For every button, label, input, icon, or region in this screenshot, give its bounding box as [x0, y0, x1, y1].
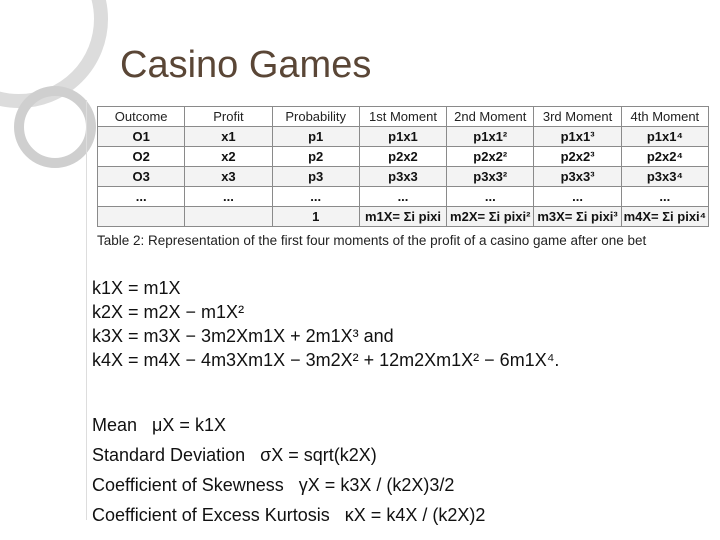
table-cell: ...: [359, 187, 446, 207]
table-cell: 1: [272, 207, 359, 227]
table-cell: p3: [272, 167, 359, 187]
header-4th-moment: 4th Moment: [621, 107, 708, 127]
table-cell: p1: [272, 127, 359, 147]
table-cell: p2x2⁴: [621, 147, 708, 167]
header-probability: Probability: [272, 107, 359, 127]
table-cell: p2x2²: [447, 147, 534, 167]
table-cell: O1: [98, 127, 185, 147]
table-cell: p1x1⁴: [621, 127, 708, 147]
table-row-total: [98, 207, 709, 227]
statistics-list: [92, 410, 485, 530]
table-cell: p3x3³: [534, 167, 621, 187]
table-cell: ...: [98, 187, 185, 207]
stat-skewness: [92, 470, 485, 500]
equation-k3: k3X = m3X − 3m2Xm1X + 2m1X³ and: [92, 326, 394, 346]
table-cell: m4X= Σi pixi⁴: [621, 207, 708, 227]
equation-k2: k2X = m2X − m1X²: [92, 302, 245, 322]
table-cell: ...: [185, 187, 272, 207]
table-cell: p3x3⁴: [621, 167, 708, 187]
stat-formula: γX = k3X / (k2X)3/2: [298, 475, 455, 495]
stat-label: Mean: [92, 415, 138, 435]
table-cell: ...: [447, 187, 534, 207]
stat-mean: [92, 410, 485, 440]
table-row: [98, 127, 709, 147]
stat-formula: μX = k1X: [152, 415, 226, 435]
header-3rd-moment: 3rd Moment: [534, 107, 621, 127]
table-cell: ...: [621, 187, 708, 207]
table-cell: [185, 207, 272, 227]
stat-label: Coefficient of Skewness: [92, 475, 284, 495]
stat-label: Standard Deviation: [92, 445, 246, 465]
table-row: [98, 147, 709, 167]
table-cell: x2: [185, 147, 272, 167]
header-outcome: Outcome: [98, 107, 185, 127]
header-1st-moment: 1st Moment: [359, 107, 446, 127]
table-cell: x3: [185, 167, 272, 187]
table-cell: x1: [185, 127, 272, 147]
table-cell: m3X= Σi pixi³: [534, 207, 621, 227]
table-cell: m2X= Σi pixi²: [447, 207, 534, 227]
equation-k1: k1X = m1X: [92, 278, 181, 298]
table-cell: p1x1²: [447, 127, 534, 147]
decorative-ring-small: [14, 86, 96, 168]
table-header-row: [98, 107, 709, 127]
equation-k4: k4X = m4X − 4m3Xm1X − 3m2X² + 12m2Xm1X² − 6m1X⁴.: [92, 350, 560, 370]
table-cell: p3x3²: [447, 167, 534, 187]
table-row: [98, 187, 709, 207]
divider-line: [86, 100, 87, 520]
header-2nd-moment: 2nd Moment: [447, 107, 534, 127]
stat-label: Coefficient of Excess Kurtosis: [92, 505, 330, 525]
table-cell: p3x3: [359, 167, 446, 187]
table-cell: p2x2: [359, 147, 446, 167]
stat-formula: κX = k4X / (k2X)2: [344, 505, 486, 525]
table-row: [98, 167, 709, 187]
cumulant-equations: [92, 276, 559, 372]
table-cell: [98, 207, 185, 227]
table-cell: O3: [98, 167, 185, 187]
stat-kurtosis: [92, 500, 485, 530]
header-profit: Profit: [185, 107, 272, 127]
stat-formula: σX = sqrt(k2X): [260, 445, 377, 465]
slide-title: Casino Games: [120, 44, 372, 86]
table-cell: m1X= Σi pixi: [359, 207, 446, 227]
table-cell: O2: [98, 147, 185, 167]
table-cell: p2: [272, 147, 359, 167]
table-cell: p2x2³: [534, 147, 621, 167]
table-cell: ...: [272, 187, 359, 207]
table-cell: p1x1³: [534, 127, 621, 147]
table-cell: p1x1: [359, 127, 446, 147]
moments-table: [97, 106, 709, 227]
table-cell: ...: [534, 187, 621, 207]
table-caption: Table 2: Representation of the first four moments of the profit of a casino game after one bet: [97, 233, 647, 248]
stat-standard-deviation: [92, 440, 485, 470]
